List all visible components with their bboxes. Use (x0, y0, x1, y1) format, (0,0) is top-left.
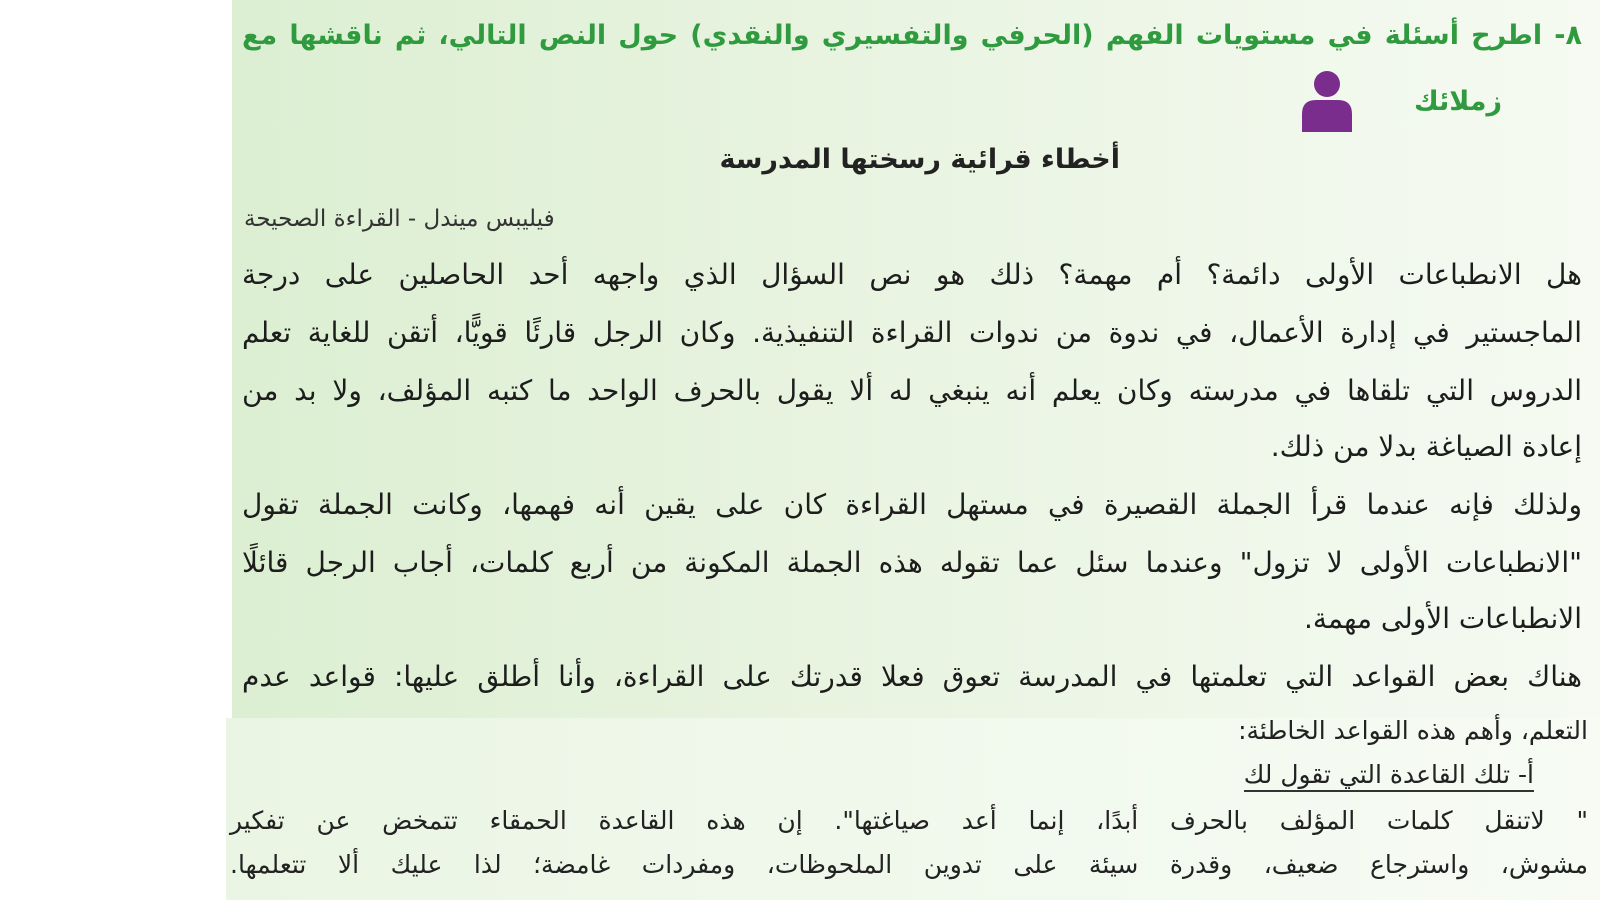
rule-a-heading-text: أ- تلك القاعدة التي تقول لك (1244, 760, 1534, 792)
paragraph2-line-1: ولذلك فإنه عندما قرأ الجملة القصيرة في مستهل القراءة كان على يقين أنه فهمها، وكانت الجملة تقول (242, 488, 1582, 521)
question-line-2: زملائك (1413, 86, 1502, 117)
paragraph2-line-3: الانطباعات الأولى مهمة. (1303, 602, 1582, 635)
article-source: فيليبس ميندل - القراءة الصحيحة (244, 206, 555, 232)
paragraph1-line-3: الدروس التي تلقاها في مدرسته وكان يعلم أنه ينبغي له ألا يقول بالحرف الواحد ما كتبه المؤلف، ولا بد من (242, 374, 1582, 407)
paragraph3-line-1: هناك بعض القواعد التي تعلمتها في المدرسة تعوق فعلا قدرتك على القراءة، وأنا أطلق عليها: قواعد عدم (242, 660, 1582, 693)
rule-a-line-2: مشوش، واسترجاع ضعيف، وقدرة سيئة على تدوين الملحوظات، ومفردات غامضة؛ لذا عليك ألا تتعلمها. (230, 850, 1588, 879)
article-title: أخطاء قرائية رسختها المدرسة (719, 144, 1120, 175)
rule-a-heading (1244, 760, 1534, 789)
paragraph3-line-2: التعلم، وأهم هذه القواعد الخاطئة: (1238, 716, 1588, 745)
person-icon (1300, 70, 1354, 132)
person-icon-body (1302, 100, 1352, 132)
paragraph1-line-1: هل الانطباعات الأولى دائمة؟ أم مهمة؟ ذلك هو نص السؤال الذي واجهه أحد الحاصلين على درجة (242, 258, 1582, 291)
paragraph1-line-4: إعادة الصياغة بدلا من ذلك. (1270, 430, 1582, 463)
paragraph2-line-2: "الانطباعات الأولى لا تزول" وعندما سئل عما تقوله هذه الجملة المكونة من أربع كلمات، أجاب الرجل قائلًا (242, 546, 1582, 579)
person-icon-head (1314, 71, 1340, 97)
rule-a-line-1: " لاتنقل كلمات المؤلف بالحرف أبدًا، إنما أعد صياغتها". إن هذه القاعدة الحمقاء تتمخض عن تفكير (230, 806, 1588, 835)
question-line-1: ٨- اطرح أسئلة في مستويات الفهم (الحرفي والتفسيري والنقدي) حول النص التالي، ثم ناقشها مع (242, 20, 1582, 51)
paragraph1-line-2: الماجستير في إدارة الأعمال، في ندوة من ندوات القراءة التنفيذية. وكان الرجل قارئًا قويًّا، أتقن للغاية تعلم (242, 316, 1582, 349)
